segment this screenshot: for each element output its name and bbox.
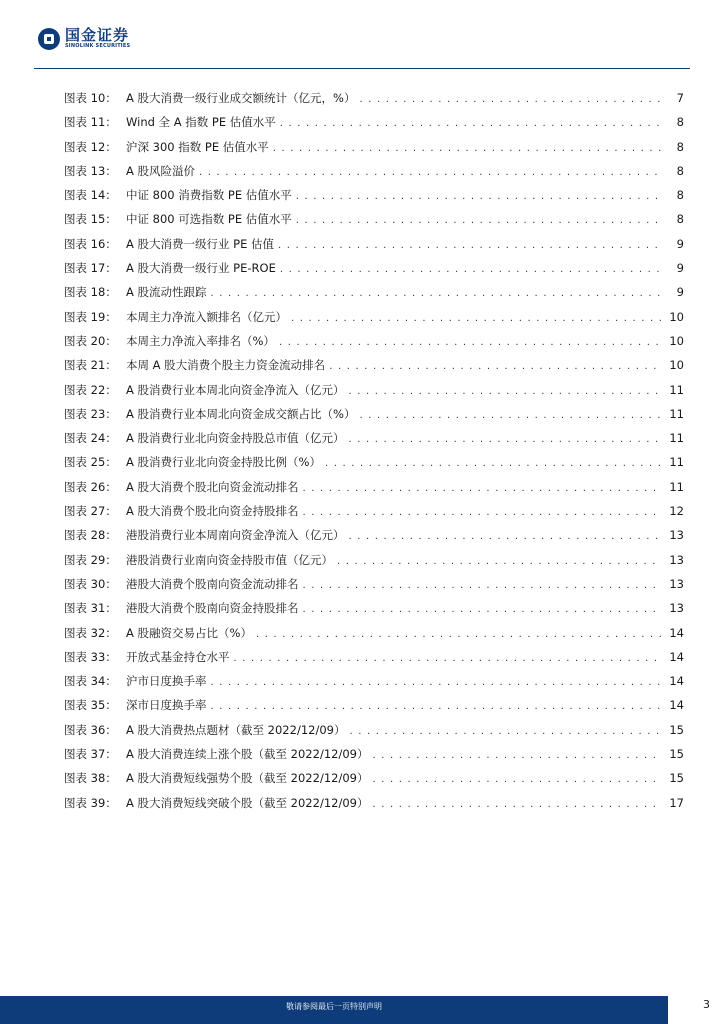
toc-leader-dots: [337, 556, 662, 567]
toc-page-number: 10: [669, 333, 684, 348]
toc-figure-title: A 股大消费热点题材（截至 2022/12/09）: [126, 722, 346, 737]
toc-entry[interactable]: [64, 479, 684, 503]
toc-leader-dots: [325, 458, 662, 469]
toc-page-number: 8: [676, 212, 684, 227]
toc-entry[interactable]: [64, 527, 684, 551]
toc-entry[interactable]: [64, 770, 684, 794]
sinolink-logo-icon: [38, 28, 60, 50]
toc-figure-label: 图表 37：: [64, 747, 117, 762]
toc-entry[interactable]: [64, 187, 684, 211]
toc-entry[interactable]: [64, 90, 684, 114]
toc-page-number: 13: [669, 528, 684, 543]
footer-disclaimer: 敬请参阅最后一页特别声明: [286, 1002, 382, 1011]
toc-figure-label: 图表 20：: [64, 333, 117, 348]
toc-leader-dots: [329, 361, 662, 372]
toc-leader-dots: [279, 337, 662, 348]
toc-figure-title: A 股消费行业本周北向资金成交额占比（%）: [126, 406, 356, 421]
toc-page-number: 11: [669, 479, 684, 494]
toc-leader-dots: [349, 726, 662, 737]
toc-figure-label: 图表 38：: [64, 771, 117, 786]
toc-page-number: 9: [676, 261, 684, 276]
toc-figure-title: A 股大消费连续上涨个股（截至 2022/12/09）: [126, 747, 369, 762]
toc-figure-title: 本周 A 股大消费个股主力资金流动排名: [126, 358, 326, 373]
toc-figure-title: A 股消费行业本周北向资金净流入（亿元）: [126, 382, 345, 397]
toc-figure-title: 本周主力净流入率排名（%）: [126, 333, 275, 348]
toc-page-number: 8: [676, 188, 684, 203]
toc-entry[interactable]: [64, 552, 684, 576]
toc-entry[interactable]: [64, 795, 684, 819]
toc-figure-title: 沪深 300 指数 PE 估值水平: [126, 139, 269, 154]
toc-figure-title: 港股消费行业南向资金持股市值（亿元）: [126, 552, 333, 567]
toc-entry[interactable]: [64, 722, 684, 746]
toc-figure-label: 图表 11：: [64, 115, 117, 130]
toc-figure-label: 图表 25：: [64, 455, 117, 470]
toc-figure-title: A 股消费行业北向资金持股总市值（亿元）: [126, 431, 345, 446]
toc-page-number: 9: [676, 285, 684, 300]
toc-leader-dots: [359, 94, 662, 105]
toc-figure-title: A 股大消费一级行业成交额统计（亿元，%）: [126, 91, 356, 105]
toc-figure-label: 图表 22：: [64, 382, 117, 397]
toc-figure-label: 图表 26：: [64, 479, 117, 494]
toc-leader-dots: [296, 191, 662, 202]
toc-leader-dots: [278, 240, 662, 251]
toc-page-number: 7: [676, 91, 684, 105]
toc-entry[interactable]: [64, 382, 684, 406]
toc-page-number: 14: [669, 674, 684, 689]
toc-page-number: 10: [669, 309, 684, 324]
toc-figure-label: 图表 10：: [64, 91, 117, 105]
header-divider: [34, 68, 690, 69]
toc-figure-label: 图表 33：: [64, 649, 117, 664]
toc-page-number: 13: [669, 552, 684, 567]
toc-figure-title: A 股大消费一级行业 PE-ROE: [126, 261, 276, 276]
toc-figure-label: 图表 15：: [64, 212, 117, 227]
toc-leader-dots: [256, 629, 662, 640]
toc-figure-label: 图表 29：: [64, 552, 117, 567]
toc-page-number: 13: [669, 601, 684, 616]
toc-figure-label: 图表 14：: [64, 188, 117, 203]
toc-entry[interactable]: [64, 357, 684, 381]
toc-entry[interactable]: [64, 673, 684, 697]
toc-figure-title: 中证 800 可选指数 PE 估值水平: [126, 212, 292, 227]
toc-page-number: 15: [669, 771, 684, 786]
toc-figure-title: A 股大消费个股北向资金持股排名: [126, 504, 299, 519]
toc-entry[interactable]: [64, 211, 684, 235]
toc-page-number: 8: [676, 163, 684, 178]
toc-entry[interactable]: [64, 697, 684, 721]
toc-figure-title: 中证 800 消费指数 PE 估值水平: [126, 188, 292, 203]
toc-page-number: 8: [676, 139, 684, 154]
toc-leader-dots: [372, 750, 662, 761]
toc-page-number: 8: [676, 115, 684, 130]
toc-page-number: 15: [669, 722, 684, 737]
page-number: 3: [703, 998, 710, 1011]
toc-leader-dots: [234, 653, 663, 664]
toc-entry[interactable]: [64, 333, 684, 357]
toc-page-number: 17: [669, 795, 684, 810]
toc-figure-title: A 股消费行业北向资金持股比例（%）: [126, 455, 321, 470]
toc-leader-dots: [303, 483, 662, 494]
toc-leader-dots: [303, 580, 663, 591]
toc-leader-dots: [359, 410, 662, 421]
toc-entry[interactable]: [64, 576, 684, 600]
toc-page-number: 12: [669, 504, 684, 519]
toc-entry[interactable]: [64, 114, 684, 138]
logo-chinese-name: 国金证券: [65, 26, 130, 44]
toc-figure-title: 本周主力净流入额排名（亿元）: [126, 309, 287, 324]
toc-leader-dots: [349, 434, 662, 445]
toc-leader-dots: [349, 531, 663, 542]
toc-page-number: 14: [669, 625, 684, 640]
toc-entry[interactable]: [64, 649, 684, 673]
toc-figure-label: 图表 17：: [64, 261, 117, 276]
toc-figure-title: A 股大消费个股北向资金流动排名: [126, 479, 299, 494]
toc-figure-title: A 股流动性跟踪: [126, 285, 207, 300]
logo-english-name: SINOLINK SECURITIES: [65, 43, 131, 49]
toc-figure-label: 图表 30：: [64, 576, 117, 591]
toc-entry[interactable]: [64, 430, 684, 454]
toc-page-number: 11: [669, 406, 684, 421]
toc-figure-title: A 股融资交易占比（%）: [126, 625, 252, 640]
toc-entry[interactable]: [64, 236, 684, 260]
toc-leader-dots: [349, 386, 662, 397]
toc-page-number: 11: [669, 382, 684, 397]
toc-leader-dots: [296, 215, 662, 226]
toc-leader-dots: [280, 118, 662, 129]
toc-page-number: 14: [669, 698, 684, 713]
toc-leader-dots: [280, 264, 662, 275]
toc-leader-dots: [199, 167, 662, 178]
toc-entry[interactable]: [64, 600, 684, 624]
toc-entry[interactable]: [64, 454, 684, 478]
toc-page-number: 15: [669, 747, 684, 762]
toc-figure-title: A 股大消费短线突破个股（截至 2022/12/09）: [126, 795, 369, 810]
toc-entry[interactable]: [64, 163, 684, 187]
toc-figure-label: 图表 19：: [64, 309, 117, 324]
toc-leader-dots: [372, 774, 662, 785]
toc-entry[interactable]: [64, 139, 684, 163]
toc-entry[interactable]: [64, 746, 684, 770]
toc-page-number: 9: [676, 236, 684, 251]
toc-figure-label: 图表 34：: [64, 674, 117, 689]
toc-leader-dots: [291, 313, 662, 324]
toc-figure-label: 图表 36：: [64, 722, 117, 737]
toc-figure-title: Wind 全 A 指数 PE 估值水平: [126, 115, 276, 130]
toc-leader-dots: [303, 507, 662, 518]
toc-figure-title: 深市日度换手率: [126, 698, 207, 713]
toc-entry[interactable]: [64, 309, 684, 333]
toc-leader-dots: [211, 677, 663, 688]
toc-page-number: 13: [669, 576, 684, 591]
toc-figure-title: 沪市日度换手率: [126, 674, 207, 689]
toc-entry[interactable]: [64, 625, 684, 649]
toc-figure-title: 港股大消费个股南向资金持股排名: [126, 601, 299, 616]
toc-figure-label: 图表 39：: [64, 795, 117, 810]
toc-figure-label: 图表 21：: [64, 358, 117, 373]
toc-figure-label: 图表 35：: [64, 698, 117, 713]
toc-leader-dots: [211, 288, 662, 299]
toc-figure-title: A 股大消费一级行业 PE 估值: [126, 236, 275, 251]
toc-figure-label: 图表 23：: [64, 406, 117, 421]
toc-figure-label: 图表 24：: [64, 431, 117, 446]
page-header: [0, 0, 724, 70]
toc-figure-label: 图表 18：: [64, 285, 117, 300]
toc-entry[interactable]: [64, 260, 684, 284]
toc-leader-dots: [372, 799, 662, 810]
toc-figure-label: 图表 27：: [64, 504, 117, 519]
sinolink-logo: [38, 28, 130, 50]
figure-table-of-contents: [64, 90, 684, 819]
toc-entry[interactable]: [64, 284, 684, 308]
toc-figure-title: 港股消费行业本周南向资金净流入（亿元）: [126, 528, 345, 543]
toc-figure-title: A 股风险溢价: [126, 163, 196, 178]
logo-text: [65, 28, 130, 50]
toc-figure-label: 图表 16：: [64, 236, 117, 251]
toc-figure-label: 图表 32：: [64, 625, 117, 640]
toc-page-number: 11: [669, 455, 684, 470]
toc-figure-label: 图表 31：: [64, 601, 117, 616]
toc-page-number: 10: [669, 358, 684, 373]
toc-figure-label: 图表 28：: [64, 528, 117, 543]
toc-figure-label: 图表 12：: [64, 139, 117, 154]
toc-page-number: 11: [669, 431, 684, 446]
toc-figure-label: 图表 13：: [64, 163, 117, 178]
toc-leader-dots: [303, 604, 663, 615]
toc-entry[interactable]: [64, 406, 684, 430]
toc-page-number: 14: [669, 649, 684, 664]
toc-figure-title: 港股大消费个股南向资金流动排名: [126, 576, 299, 591]
toc-figure-title: A 股大消费短线强势个股（截至 2022/12/09）: [126, 771, 369, 786]
toc-leader-dots: [273, 143, 662, 154]
toc-leader-dots: [211, 701, 663, 712]
toc-entry[interactable]: [64, 503, 684, 527]
toc-figure-title: 开放式基金持仓水平: [126, 649, 230, 664]
